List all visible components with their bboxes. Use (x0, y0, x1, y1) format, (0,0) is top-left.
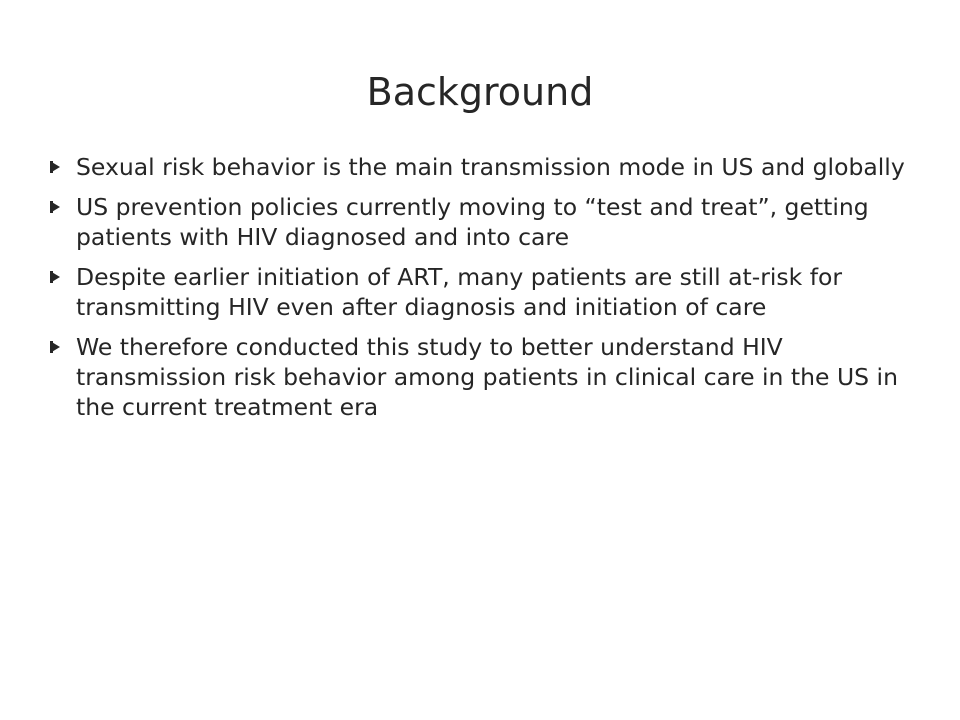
slide-title: Background (366, 70, 594, 114)
arrow-bullet-icon (50, 341, 60, 353)
bullet-text: Despite earlier initiation of ART, many patients are still at-risk for transmitting HIV even after diagnosis and initiation of care (76, 263, 843, 321)
bullet-text: US prevention policies currently moving to “test and treat”, getting patients with HIV diagnosed and into care (76, 193, 869, 251)
arrow-bullet-icon (50, 161, 60, 173)
bullet-item (50, 192, 910, 252)
bullet-item (50, 152, 910, 182)
bullet-text: We therefore conducted this study to better understand HIV transmission risk behavior among patients in clinical care in the US in the current treatment era (76, 333, 898, 421)
bullet-item (50, 262, 910, 322)
bullet-text: Sexual risk behavior is the main transmission mode in US and globally (76, 153, 905, 181)
arrow-bullet-icon (50, 201, 60, 213)
bullet-item (50, 332, 910, 422)
bullet-list (50, 152, 910, 432)
arrow-bullet-icon (50, 271, 60, 283)
